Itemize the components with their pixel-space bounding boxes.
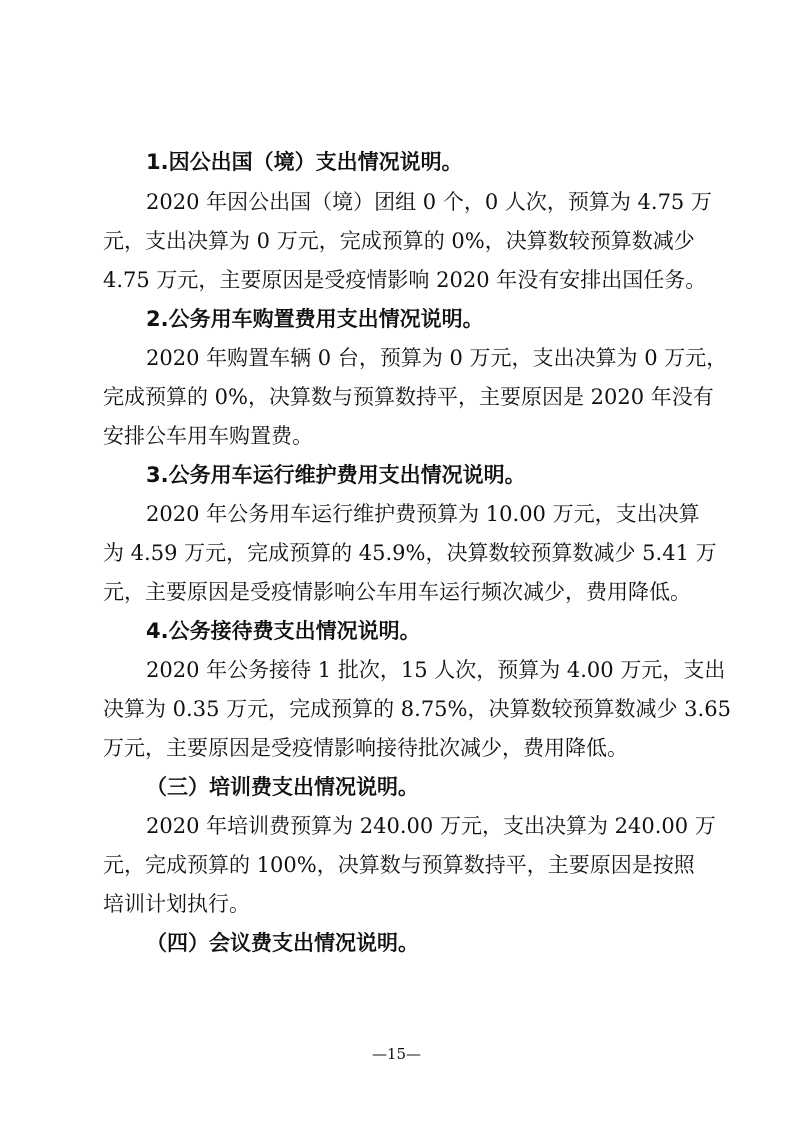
text-line: 4.75 万元，主要原因是受疫情影响 2020 年没有安排出国任务。 — [103, 268, 707, 292]
heading-public-overseas-trips: 1.因公出国（境）支出情况说明。 — [146, 150, 463, 174]
heading-reception: 4.公务接待费支出情况说明。 — [146, 619, 421, 643]
text-line: 万元，主要原因是受疫情影响接待批次减少，费用降低。 — [103, 736, 628, 760]
text-line: 完成预算的 0%，决算数与预算数持平，主要原因是 2020 年没有 — [103, 385, 714, 409]
text-line: 元，主要原因是受疫情影响公车用车运行频次减少，费用降低。 — [103, 580, 691, 604]
heading-vehicle-maintenance: 3.公务用车运行维护费用支出情况说明。 — [146, 463, 526, 487]
heading-vehicle-purchase: 2.公务用车购置费用支出情况说明。 — [146, 307, 484, 331]
text-line: 元，完成预算的 100%，决算数与预算数持平，主要原因是按照 — [103, 853, 695, 877]
text-line: 培训计划执行。 — [103, 892, 250, 916]
text-line: 元，支出决算为 0 万元，完成预算的 0%，决算数较预算数减少 — [103, 229, 695, 253]
text-line: 为 4.59 万元，完成预算的 45.9%，决算数较预算数减少 5.41 万 — [103, 541, 717, 565]
text-line: 2020 年公务接待 1 批次，15 人次，预算为 4.00 万元，支出 — [146, 658, 726, 682]
text-line: 2020 年因公出国（境）团组 0 个，0 人次，预算为 4.75 万 — [146, 190, 712, 214]
heading-meetings: （四）会议费支出情况说明。 — [146, 931, 419, 955]
text-line: 2020 年公务用车运行维护费预算为 10.00 万元，支出决算 — [146, 502, 700, 526]
text-line: 安排公车用车购置费。 — [103, 424, 313, 448]
text-line: 2020 年购置车辆 0 台，预算为 0 万元，支出决算为 0 万元， — [146, 346, 728, 370]
page-number: —15— — [371, 1045, 422, 1063]
text-line: 决算为 0.35 万元，完成预算的 8.75%，决算数较预算数减少 3.65 — [103, 697, 731, 721]
heading-training: （三）培训费支出情况说明。 — [146, 775, 419, 799]
text-line: 2020 年培训费预算为 240.00 万元，支出决算为 240.00 万 — [146, 814, 716, 838]
